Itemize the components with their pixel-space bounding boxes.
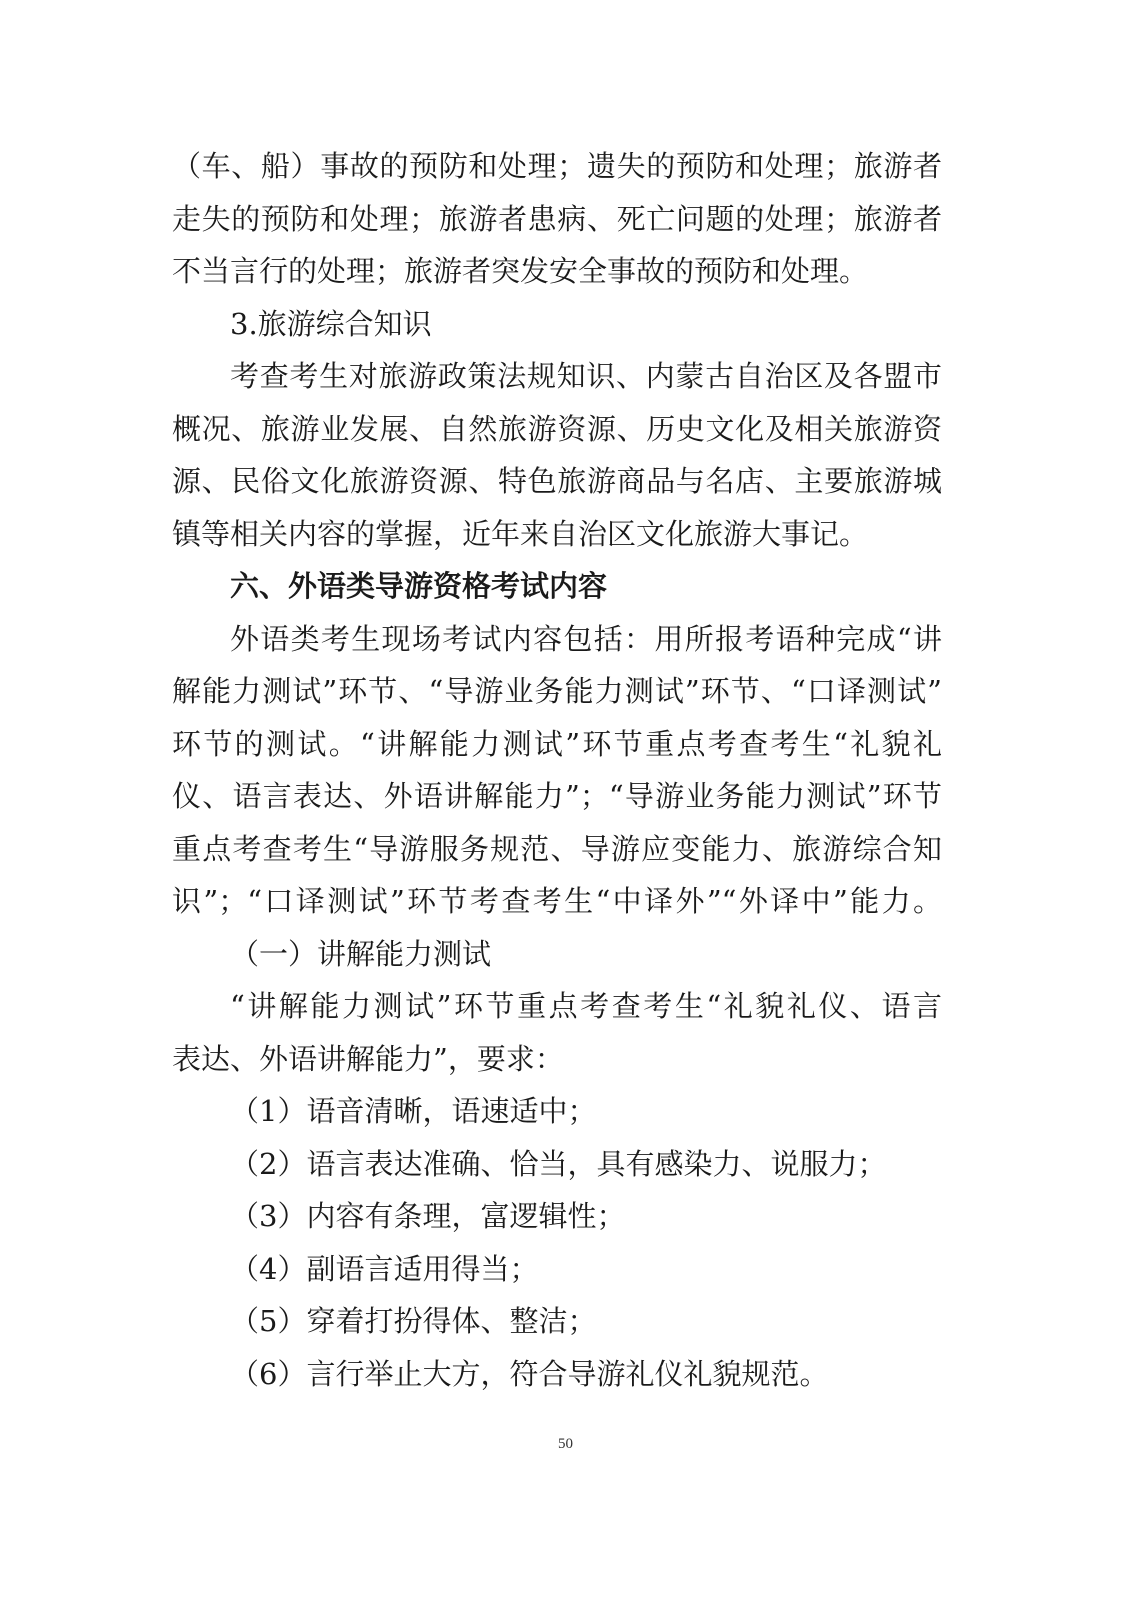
text-line: 外语类考生现场考试内容包括：用所报考语种完成“讲: [230, 622, 942, 656]
subsection-title: （一）讲解能力测试: [230, 937, 492, 971]
text-line: 表达、外语讲解能力”，要求：: [172, 1042, 564, 1076]
subsection-title: 3.旅游综合知识: [230, 307, 432, 341]
text-line: 识”；“口译测试”环节考查考生“中译外”“外译中”能力。: [172, 884, 942, 918]
list-item: （5）穿着打扮得体、整洁；: [230, 1304, 597, 1338]
list-item: （2）语言表达准确、恰当，具有感染力、说服力；: [230, 1147, 887, 1181]
text-line: 解能力测试”环节、“导游业务能力测试”环节、“口译测试”: [172, 674, 942, 708]
list-item: （4）副语言适用得当；: [230, 1252, 539, 1286]
text-line: “讲解能力测试”环节重点考查考生“礼貌礼仪、语言: [230, 989, 942, 1023]
text-line: 源、民俗文化旅游资源、特色旅游商品与名店、主要旅游城: [172, 464, 942, 498]
text-line: （车、船）事故的预防和处理；遗失的预防和处理；旅游者: [172, 149, 942, 183]
text-line: 环节的测试。“讲解能力测试”环节重点考查考生“礼貌礼: [172, 727, 942, 761]
text-line: 不当言行的处理；旅游者突发安全事故的预防和处理。: [172, 254, 869, 288]
section-heading: 六、外语类导游资格考试内容: [230, 569, 608, 603]
page-number: 50: [558, 1436, 573, 1452]
text-line: 仪、语言表达、外语讲解能力”；“导游业务能力测试”环节: [172, 779, 942, 813]
list-item: （6）言行举止大方，符合导游礼仪礼貌规范。: [230, 1357, 829, 1391]
text-line: 概况、旅游业发展、自然旅游资源、历史文化及相关旅游资: [172, 412, 942, 446]
list-item: （3）内容有条理，富逻辑性；: [230, 1199, 626, 1233]
text-line: 走失的预防和处理；旅游者患病、死亡问题的处理；旅游者: [172, 202, 942, 236]
text-line: 重点考查考生“导游服务规范、导游应变能力、旅游综合知: [172, 832, 942, 866]
text-line: 镇等相关内容的掌握，近年来自治区文化旅游大事记。: [172, 517, 869, 551]
text-line: 考查考生对旅游政策法规知识、内蒙古自治区及各盟市: [230, 359, 942, 393]
list-item: （1）语音清晰，语速适中；: [230, 1094, 597, 1128]
